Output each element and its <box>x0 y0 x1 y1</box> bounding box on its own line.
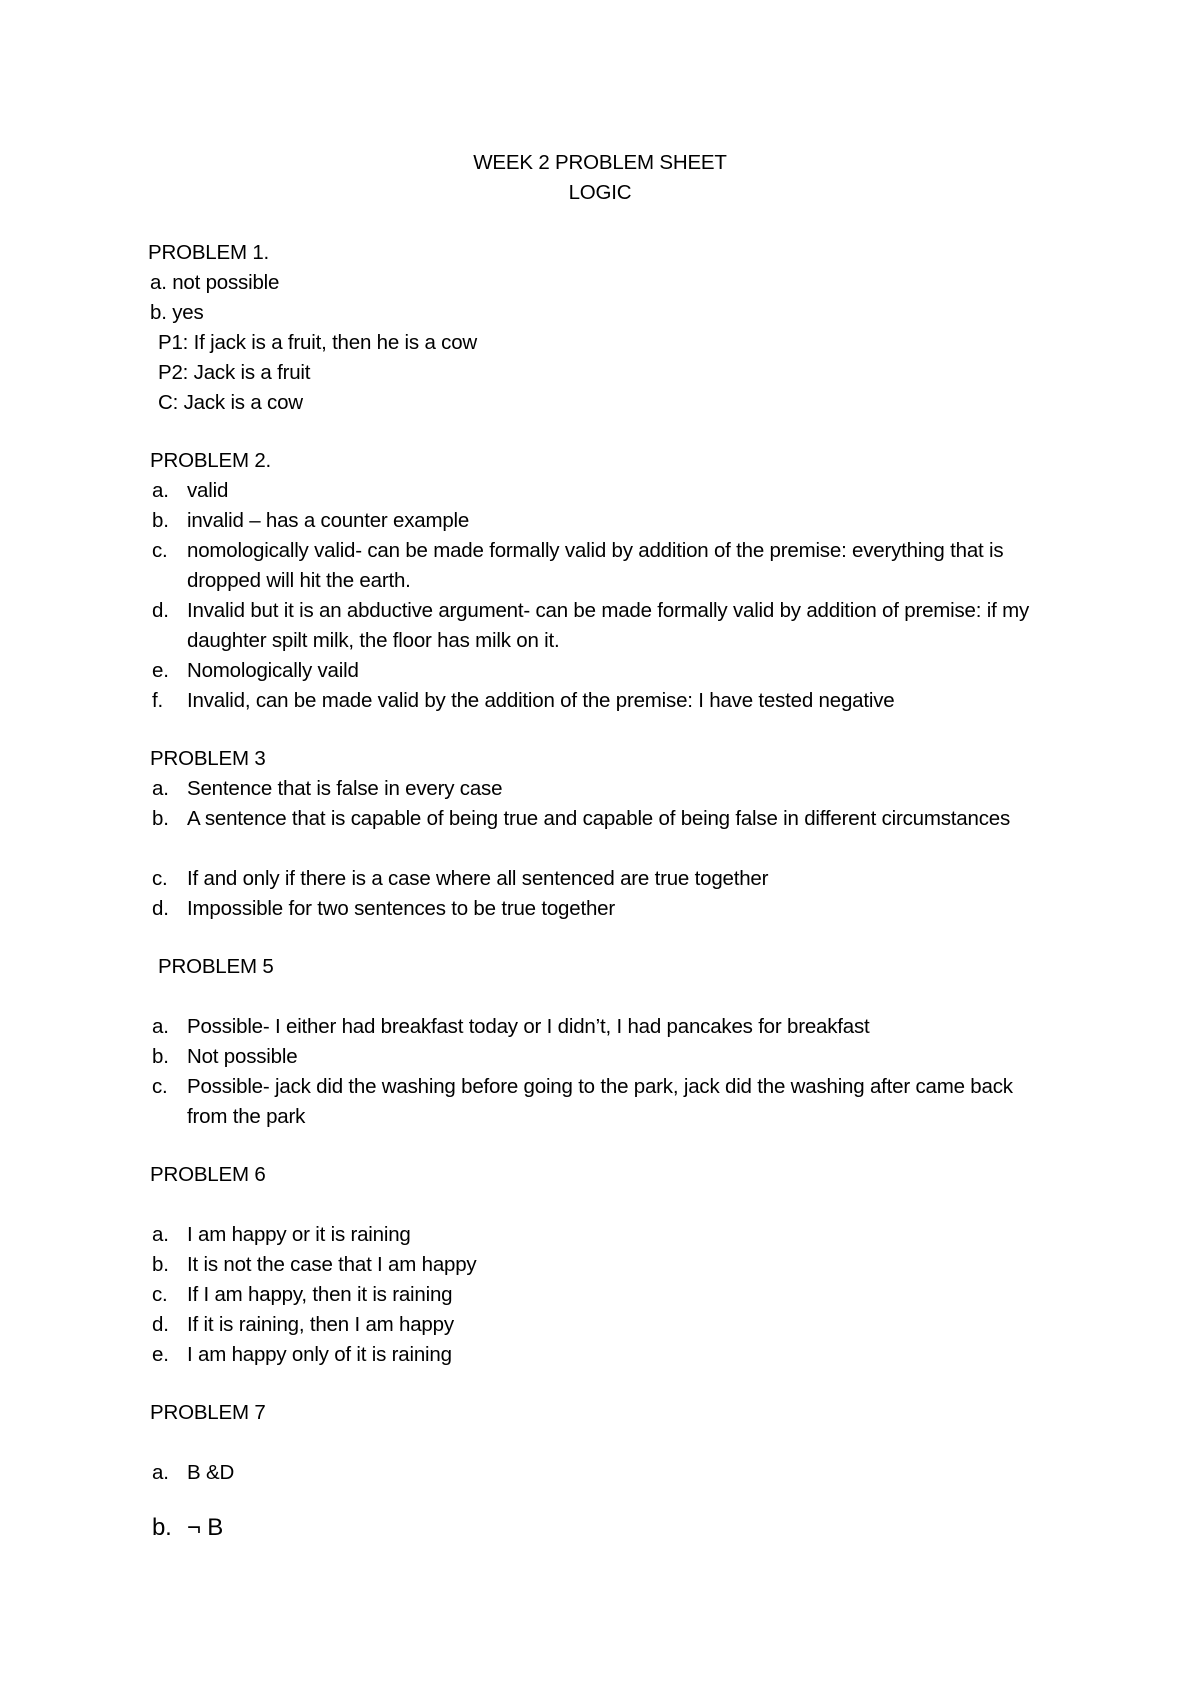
list-text: It is not the case that I am happy <box>187 1253 477 1276</box>
list-item <box>152 1458 1052 1488</box>
list-marker: c. <box>152 867 168 890</box>
list-text: Not possible <box>187 1045 298 1068</box>
list-item <box>152 1042 1052 1072</box>
list-text: If it is raining, then I am happy <box>187 1313 454 1336</box>
list-marker: b. <box>152 1514 172 1541</box>
list-marker: a. <box>152 1015 169 1038</box>
list-item <box>152 1310 1052 1340</box>
list-item <box>152 1512 1052 1544</box>
list-marker: b. <box>152 1253 169 1276</box>
list-marker: b. <box>152 807 169 830</box>
problem-1-conclusion: C: Jack is a cow <box>158 391 303 414</box>
list-text: valid <box>187 479 229 502</box>
problem-6-heading: PROBLEM 6 <box>150 1163 266 1186</box>
list-marker: b. <box>152 1045 169 1068</box>
list-text: invalid – has a counter example <box>187 509 470 532</box>
list-item <box>152 656 1052 686</box>
list-marker: d. <box>152 897 169 920</box>
list-marker: a. <box>152 777 169 800</box>
list-item <box>152 536 1052 596</box>
list-item <box>152 774 1052 804</box>
list-item <box>152 506 1052 536</box>
list-item <box>152 686 1052 716</box>
problem-1-line-a: a. not possible <box>150 271 280 294</box>
document-subtitle: LOGIC <box>568 181 632 204</box>
list-text: Invalid but it is an abductive argument- can be made formally valid by addition of premise: if my daughter spilt milk, the floor has milk on it. <box>187 599 1030 652</box>
list-marker: c. <box>152 1075 168 1098</box>
problem-1-premise-2: P2: Jack is a fruit <box>158 361 311 384</box>
list-marker: a. <box>152 479 169 502</box>
problem-2-heading: PROBLEM 2. <box>150 449 272 472</box>
list-text: Sentence that is false in every case <box>187 777 503 800</box>
list-item <box>152 1072 1052 1132</box>
list-marker: c. <box>152 1283 168 1306</box>
list-marker: d. <box>152 1313 169 1336</box>
problem-3-heading: PROBLEM 3 <box>150 747 266 770</box>
list-text: If I am happy, then it is raining <box>187 1283 453 1306</box>
list-item <box>152 476 1052 506</box>
list-item <box>152 596 1052 656</box>
list-item <box>152 1280 1052 1310</box>
problem-1-heading: PROBLEM 1. <box>148 241 270 264</box>
problem-1-line-b: b. yes <box>150 301 204 324</box>
list-item <box>152 1012 1052 1042</box>
list-item <box>152 804 1052 834</box>
list-marker: c. <box>152 539 168 562</box>
list-text: ¬ B <box>187 1514 224 1541</box>
list-item <box>152 864 1052 894</box>
list-marker: e. <box>152 659 169 682</box>
problem-5-heading: PROBLEM 5 <box>158 955 274 978</box>
list-text: If and only if there is a case where all sentenced are true together <box>187 867 769 890</box>
list-item <box>152 894 1052 924</box>
list-text: Possible- I either had breakfast today or I didn’t, I had pancakes for breakfast <box>187 1015 870 1038</box>
problem-1-premise-1: P1: If jack is a fruit, then he is a cow <box>158 331 478 354</box>
problem-7-heading: PROBLEM 7 <box>150 1401 266 1424</box>
list-marker: b. <box>152 509 169 532</box>
list-marker: f. <box>152 689 163 712</box>
list-text: nomologically valid- can be made formally valid by addition of the premise: everything that is dropped will hit the earth. <box>187 539 1004 592</box>
list-marker: d. <box>152 599 169 622</box>
list-item <box>152 1340 1052 1370</box>
list-text: Possible- jack did the washing before going to the park, jack did the washing after came back from the park <box>187 1075 1013 1128</box>
list-text: I am happy only of it is raining <box>187 1343 452 1366</box>
list-marker: e. <box>152 1343 169 1366</box>
list-item <box>152 1220 1052 1250</box>
list-text: A sentence that is capable of being true and capable of being false in different circumstances <box>187 807 1011 830</box>
list-text: B &D <box>187 1461 235 1484</box>
list-text: Impossible for two sentences to be true together <box>187 897 615 920</box>
list-marker: a. <box>152 1223 169 1246</box>
list-text: Invalid, can be made valid by the addition of the premise: I have tested negative <box>187 689 895 712</box>
list-marker: a. <box>152 1461 169 1484</box>
list-item <box>152 1250 1052 1280</box>
document-title: WEEK 2 PROBLEM SHEET <box>473 151 727 174</box>
list-text: I am happy or it is raining <box>187 1223 411 1246</box>
list-text: Nomologically vaild <box>187 659 359 682</box>
